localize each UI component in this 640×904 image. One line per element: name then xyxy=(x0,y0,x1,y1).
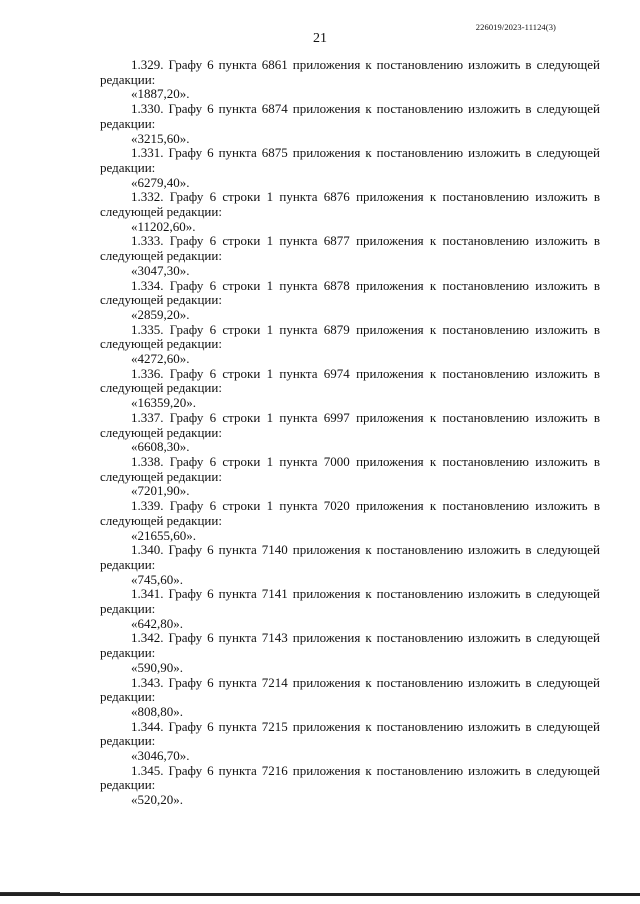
list-item xyxy=(100,58,600,102)
item-value: «520,20». xyxy=(131,792,183,808)
page-number: 21 xyxy=(313,31,327,46)
list-item xyxy=(100,146,600,190)
item-value: «3047,30». xyxy=(131,262,190,278)
item-value: «21655,60». xyxy=(131,527,196,543)
list-item xyxy=(100,234,600,278)
item-value: «4272,60». xyxy=(131,351,190,367)
item-value: «1887,20». xyxy=(131,86,190,102)
item-text: 1.344. Графу 6 пункта 7215 приложения к постановлению изложить в следующей редакции: xyxy=(100,718,600,749)
item-value: «6608,30». xyxy=(131,439,190,455)
list-item xyxy=(100,676,600,720)
item-value: «6279,40». xyxy=(131,174,190,190)
item-text: 1.336. Графу 6 строки 1 пункта 6974 приложения к постановлению изложить в следующей редакции: xyxy=(100,365,600,396)
item-value: «16359,20». xyxy=(131,395,196,411)
bottom-border-line xyxy=(0,893,640,896)
list-item xyxy=(100,543,600,587)
list-item xyxy=(100,631,600,675)
item-text: 1.334. Графу 6 строки 1 пункта 6878 приложения к постановлению изложить в следующей редакции: xyxy=(100,277,600,308)
item-value: «3046,70». xyxy=(131,748,190,764)
list-item xyxy=(100,279,600,323)
list-item xyxy=(100,764,600,808)
item-text: 1.337. Графу 6 строки 1 пункта 6997 приложения к постановлению изложить в следующей редакции: xyxy=(100,409,600,440)
item-value: «642,80». xyxy=(131,615,183,631)
list-item xyxy=(100,190,600,234)
item-text: 1.331. Графу 6 пункта 6875 приложения к постановлению изложить в следующей редакции: xyxy=(100,145,600,175)
item-text: 1.329. Графу 6 пункта 6861 приложения к постановлению изложить в следующей редакции: xyxy=(100,57,600,87)
item-text: 1.342. Графу 6 пункта 7143 приложения к постановлению изложить в следующей редакции: xyxy=(100,630,600,661)
item-text: 1.341. Графу 6 пункта 7141 приложения к постановлению изложить в следующей редакции: xyxy=(100,586,600,617)
item-text: 1.343. Графу 6 пункта 7214 приложения к постановлению изложить в следующей редакции: xyxy=(100,674,600,705)
document-number: 226019/2023-11124(3) xyxy=(475,22,556,32)
list-item xyxy=(100,411,600,455)
item-value: «745,60». xyxy=(131,571,183,587)
list-item xyxy=(100,587,600,631)
document-body xyxy=(100,58,600,808)
list-item xyxy=(100,367,600,411)
list-item xyxy=(100,720,600,764)
list-item xyxy=(100,323,600,367)
item-text: 1.335. Графу 6 строки 1 пункта 6879 приложения к постановлению изложить в следующей редакции: xyxy=(100,321,600,352)
item-value: «590,90». xyxy=(131,659,183,675)
item-value: «3215,60». xyxy=(131,130,190,146)
item-value: «7201,90». xyxy=(131,483,190,499)
item-value: «2859,20». xyxy=(131,306,190,322)
item-text: 1.330. Графу 6 пункта 6874 приложения к постановлению изложить в следующей редакции: xyxy=(100,101,600,131)
item-text: 1.340. Графу 6 пункта 7140 приложения к постановлению изложить в следующей редакции: xyxy=(100,542,600,572)
item-value: «808,80». xyxy=(131,703,183,719)
list-item xyxy=(100,455,600,499)
list-item xyxy=(100,102,600,146)
item-text: 1.332. Графу 6 строки 1 пункта 6876 приложения к постановлению изложить в следующей редакции: xyxy=(100,189,600,220)
item-text: 1.338. Графу 6 строки 1 пункта 7000 приложения к постановлению изложить в следующей редакции: xyxy=(100,453,600,484)
item-text: 1.333. Графу 6 строки 1 пункта 6877 приложения к постановлению изложить в следующей редакции: xyxy=(100,233,600,264)
item-text: 1.345. Графу 6 пункта 7216 приложения к постановлению изложить в следующей редакции: xyxy=(100,762,600,793)
item-text: 1.339. Графу 6 строки 1 пункта 7020 приложения к постановлению изложить в следующей редакции: xyxy=(100,498,600,528)
item-value: «11202,60». xyxy=(131,218,196,234)
list-item xyxy=(100,499,600,543)
